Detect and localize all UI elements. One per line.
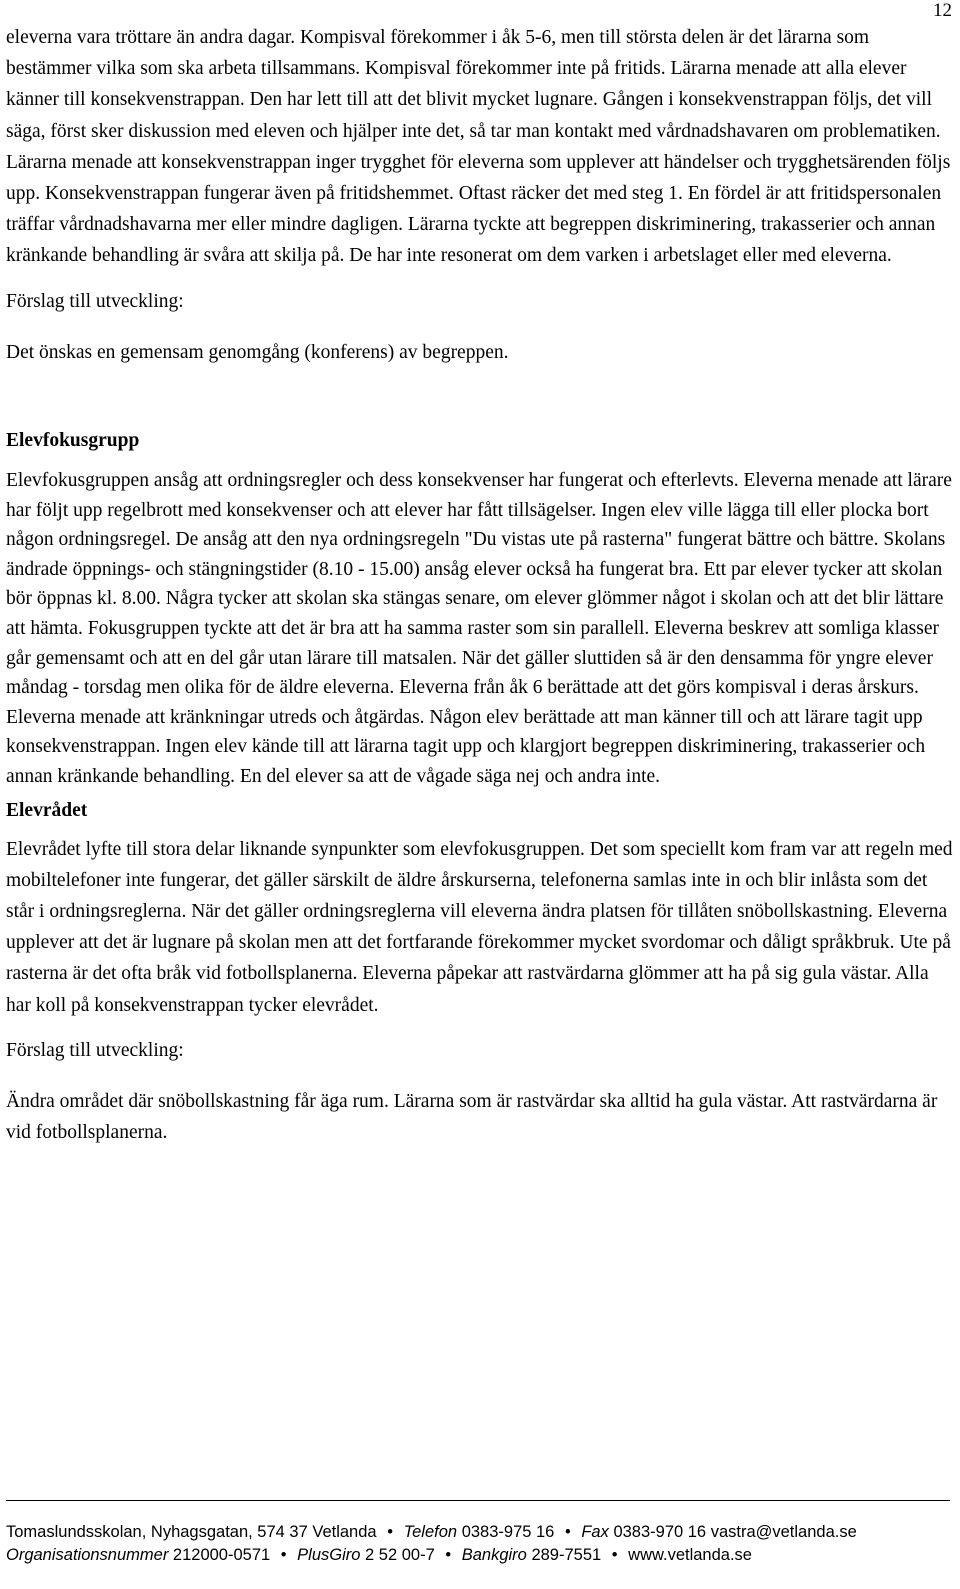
footer-plusgiro-value: 2 52 00-7 <box>365 1546 435 1564</box>
footer-school-address: Tomaslundsskolan, Nyhagsgatan, 574 37 Vetlanda <box>6 1523 377 1541</box>
footer-telefon-value: 0383-975 16 <box>461 1523 555 1541</box>
proposal-text: Det önskas en gemensam genomgång (konferens) av begreppen. <box>6 341 509 363</box>
page-footer <box>6 1500 956 1567</box>
footer-email[interactable]: vastra@vetlanda.se <box>710 1523 857 1541</box>
section-heading-elevradet: Elevrådet <box>6 799 88 821</box>
paragraph-elevfokusgrupp: Elevfokusgruppen ansåg att ordningsregler och dess konsekvenser har fungerat och efterlevts. Eleverna menade att lärare har följt upp regelbrott med konsekvenser och att elever har fått tillsägelser. Ingen elev ville lägga till eller plocka bort någon ordningsregel. De ansåg att den nya ordningsregeln "Du vistas ute på rasterna" fungerat bättre och bättre. Skolans ändrade öppnings- och stängningstider (8.10 - 15.00) ansåg elever också ha fungerat bra. Ett par elever tycker att skolan bör öppnas kl. 8.00. Några tycker att skolan ska stängas senare, om elever glömmer något i skolan och att det blir lättare att hämta. Fokusgruppen tyckte att det är bra att ha samma raster som sin parallell. Eleverna beskrev att somliga klasser går gemensamt och att en del går utan lärare till matsalen. När det gäller sluttiden så är den densamma för yngre elever måndag - torsdag men olika för de äldre eleverna. Eleverna från åk 6 berättade att det görs kompisval i deras årskurs. Eleverna menade att kränkningar utreds och åtgärdas. Någon elev berättade att man känner till och att lärare tagit upp konsekvenstrappan. Ingen elev kände till att lärarna tagit upp och klargjort begreppen diskriminering, trakasserier och annan kränkande behandling. En del elever sa att de vågade säga nej och andra inte. <box>6 470 952 787</box>
footer-bullet: • <box>611 1546 618 1564</box>
footer-telefon-label: Telefon <box>403 1523 458 1541</box>
footer-org-label: Organisationsnummer <box>6 1546 169 1564</box>
footer-plusgiro-label: PlusGiro <box>297 1546 361 1564</box>
footer-bankgiro-label: Bankgiro <box>461 1546 527 1564</box>
proposal-label: Förslag till utveckling: <box>6 290 184 312</box>
footer-org-value: 212000-0571 <box>172 1546 271 1564</box>
proposal-label-elevradet: Förslag till utveckling: <box>6 1039 184 1061</box>
footer-bullet: • <box>387 1523 393 1541</box>
footer-divider <box>6 1500 950 1501</box>
footer-contact-line <box>6 1521 956 1544</box>
paragraph-teachers: eleverna vara tröttare än andra dagar. Kompisval förekommer i åk 5-6, men till största delen är det lärarna som bestämmer vilka som ska arbeta tillsammans. Kompisval förekommer inte på fritids. Lärarna menade att alla elever känner till konsekvenstrappan. Den har lett till att det blivit mycket lugnare. Gången i konsekvenstrappan följs, det vill säga, först sker diskussion med eleven och hjälper inte det, så tar man kontakt med vårdnadshavaren om problematiken. Lärarna menade att konsekvenstrappan inger trygghet för eleverna som upplever att händelser och trygghetsärenden följs upp. Konsekvenstrappan fungerar även på fritidshemmet. Oftast räcker det med steg 1. En fördel är att fritidspersonalen träffar vårdnadshavarna mer eller mindre dagligen. Lärarna tyckte att begreppen diskriminering, trakasserier och annan kränkande behandling är svåra att skilja på. De har inte resonerat om dem varken i arbetslaget eller med eleverna. <box>6 27 951 267</box>
section-heading-elevfokusgrupp: Elevfokusgrupp <box>6 430 140 452</box>
footer-website[interactable]: www.vetlanda.se <box>628 1546 752 1564</box>
footer-bullet: • <box>280 1546 287 1564</box>
page-number: 12 <box>933 0 952 21</box>
document-body <box>6 22 956 1148</box>
footer-bullet: • <box>564 1523 571 1541</box>
paragraph-elevradet: Elevrådet lyfte till stora delar liknande synpunkter som elevfokusgruppen. Det som speciellt kom fram var att regeln med mobiltelefoner inte fungerar, det gäller särskilt de äldre årskurserna, telefonerna samlas inte in och blir inlåsta som det står i ordningsreglerna. När det gäller ordningsreglerna vill eleverna ändra platsen för tillåten snöbollskastning. Eleverna upplever att det är lugnare på skolan men att det fortfarande förekommer mycket svordomar och dåligt språkbruk. Ute på rasterna är det ofta bråk vid fotbollsplanerna. Eleverna påpekar att rastvärdarna glömmer att ha på sig gula västar. Alla har koll på konsekvenstrappan tycker elevrådet. <box>6 838 953 1016</box>
footer-registration-line <box>6 1544 956 1567</box>
footer-bankgiro-value: 289-7551 <box>531 1546 602 1564</box>
footer-bullet: • <box>445 1546 452 1564</box>
footer-fax-label: Fax <box>581 1523 609 1541</box>
proposal-text-elevradet: Ändra området där snöbollskastning får äga rum. Lärarna som är rastvärdar ska alltid ha gula västar. Att rastvärdarna är vid fotbollsplanerna. <box>6 1090 938 1144</box>
footer-fax-value: 0383-970 16 <box>613 1523 707 1541</box>
